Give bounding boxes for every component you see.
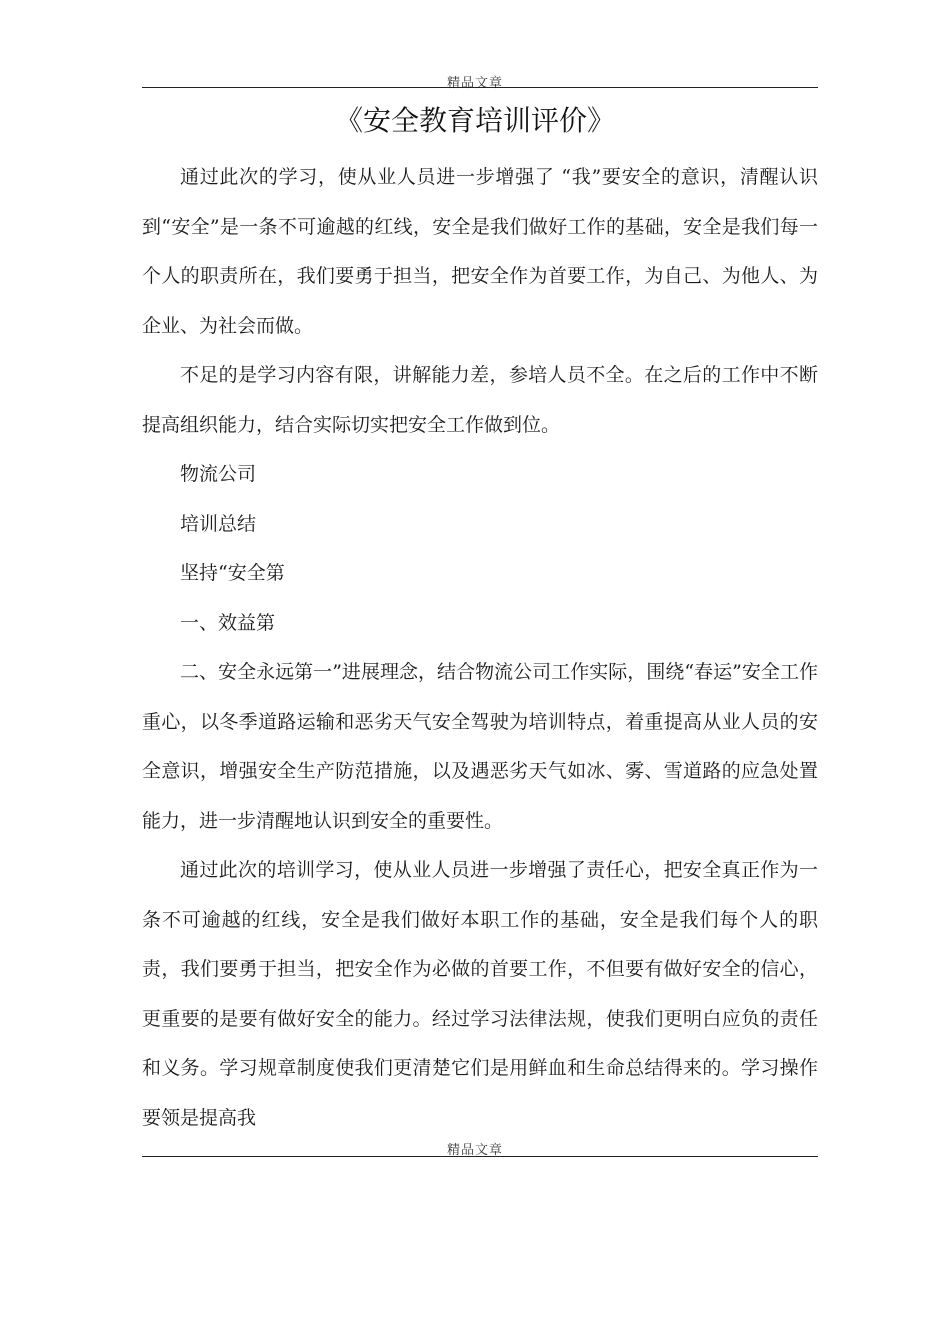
document-body <box>142 153 818 1143</box>
paragraph: 一、效益第 <box>180 611 276 634</box>
paragraph: 不足的是学习内容有限，讲解能力差，参培人员不全。在之后的工作中不断提高组织能力，结合实际切实把安全工作做到位。 <box>142 364 818 436</box>
paragraph: 物流公司 <box>180 463 257 485</box>
paragraph: 通过此次的培训学习，使从业人员进一步增强了责任心，把安全真正作为一条不可逾越的红线，安全是我们做好本职工作的基础，安全是我们每个人的职责，我们要勇于担当，把安全作为必做的首要工作，不但要有做好安全的信心，更重要的是要有做好安全的能力。经过学习法律法规，使我们更明白应负的责任和义务。学习规章制度使我们更清楚它们是用鲜血和生命总结得来的。学习操作要领是提高我 <box>142 859 818 1129</box>
page-footer-label: 精品文章 <box>446 1143 503 1158</box>
paragraph: 培训总结 <box>180 512 257 535</box>
header-divider <box>142 87 818 88</box>
page-header-label: 精品文章 <box>446 76 503 91</box>
footer-divider <box>142 1156 818 1157</box>
paragraph: 二、安全永远第一”进展理念，结合物流公司工作实际，围绕“春运”安全工作重心，以冬季道路运输和恶劣天气安全驾驶为培训特点，着重提高从业人员的安全意识，增强安全生产防范措施，以及遇恶劣天气如冰、雾、雪道路的应急处置能力，进一步清醒地认识到安全的重要性。 <box>142 661 818 832</box>
paragraph: 坚持“安全第 <box>180 562 285 584</box>
document-title: 《安全教育培训评价》 <box>334 104 615 137</box>
paragraph: 通过此次的学习，使从业人员进一步增强了 “我”要安全的意识，清醒认识到“安全”是一条不可逾越的红线，安全是我们做好工作的基础，安全是我们每一个人的职责所在，我们要勇于担当，把安全作为首要工作，为自己、为他人、为企业、为社会而做。 <box>142 166 818 337</box>
